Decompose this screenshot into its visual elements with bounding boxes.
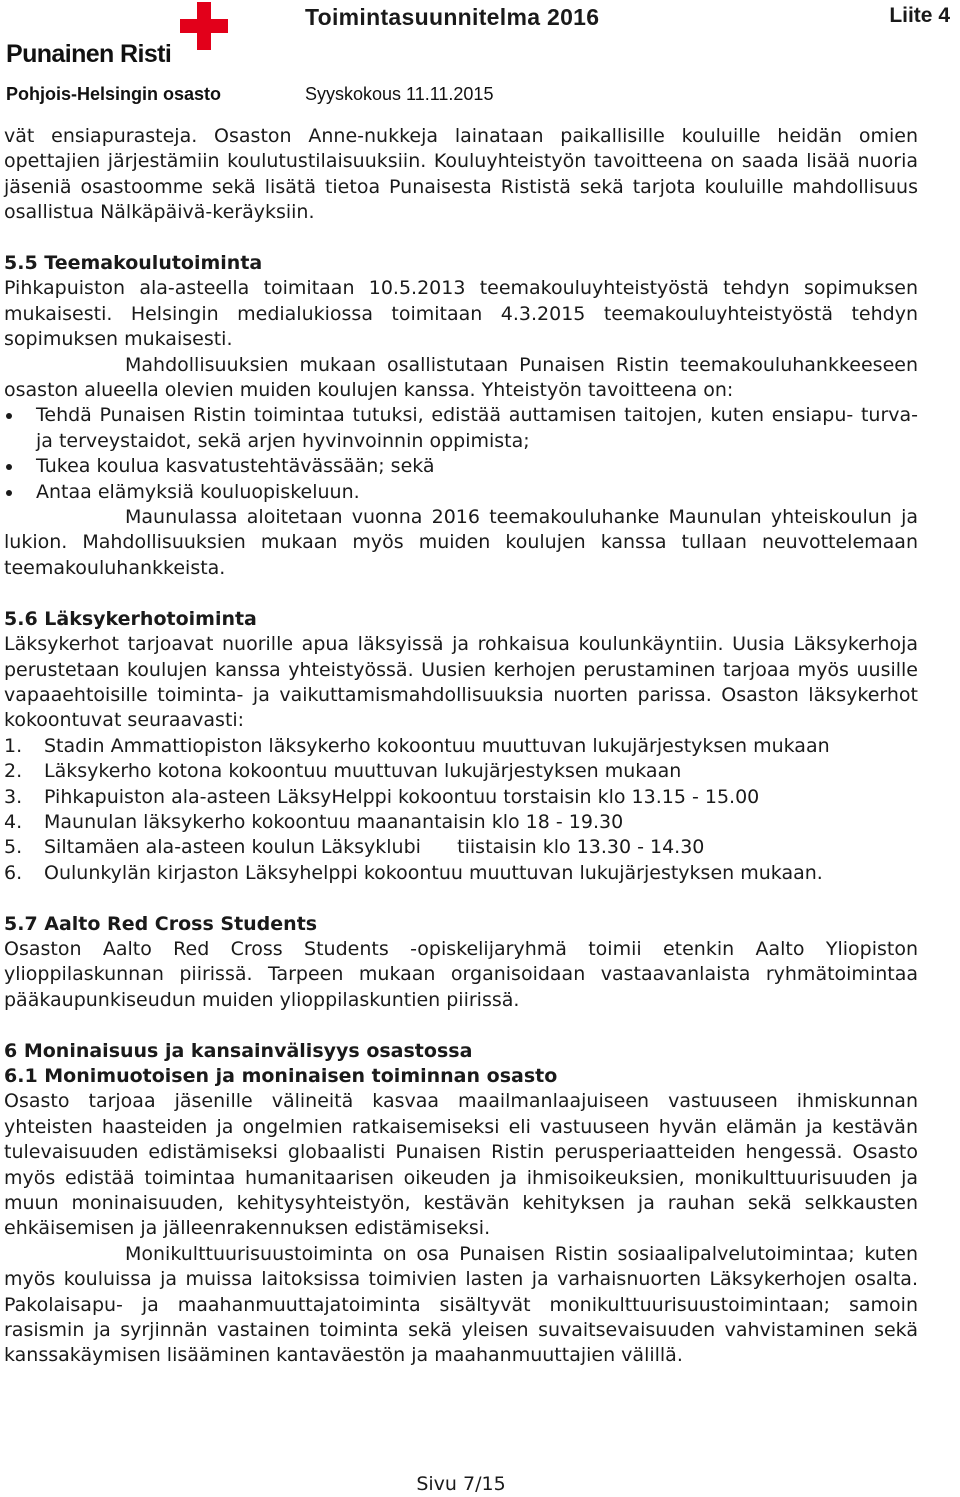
- list-item: [4, 810, 918, 835]
- paragraph: Läksykerhot tarjoavat nuorille apua läksyissä ja rohkaisua koulunkäyntiin. Uusia Läksykerhoja perustetaan koulujen kanssa yhteistyössä. Uusien kerhojen perustaminen tarjoaa myös uusille vapaaehtoisille toiminta- ja vaikuttamismahdollisuuksia nuorten parissa. Osaston läksykerhot kokoontuvat seuraavasti:: [4, 633, 918, 732]
- list-text: Pihkapuiston ala-asteen LäksyHelppi kokoontuu torstaisin klo 13.15 - 15.00: [44, 785, 760, 808]
- list-text: Oulunkylän kirjaston Läksyhelppi kokoontuu muuttuvan lukujärjestyksen mukaan.: [44, 861, 823, 884]
- section-heading-5-5: 5.5 Teemakoulutoiminta: [4, 252, 263, 275]
- list-text: Stadin Ammattiopiston läksykerho kokoontuu muuttuvan lukujärjestyksen mukaan: [44, 734, 830, 757]
- list-text: Siltamäen ala-asteen koulun Läksyklubi tiistaisin klo 13.30 - 14.30: [44, 836, 705, 859]
- list-number: 1.: [4, 734, 23, 757]
- list-number: 6.: [4, 861, 23, 884]
- list-item: Antaa elämyksiä kouluopiskeluun.: [4, 480, 918, 505]
- paragraph: Monikulttuurisuustoiminta on osa Punaisen Ristin sosiaalipalvelutoimintaa; kuten myös kouluissa ja muissa laitoksissa toimivien lasten ja varhaisnuorten Läksykerhojen osalta. Pakolaisapu- ja maahanmuuttajatoiminta sisältyvät monikulttuurisuustoimintaan; samoin rasismin ja syrjinnän vastainen toiminta sekä yleisen suvaitsevaisuuden vahvistaminen sekä kanssakäymisen lisääminen kantaväestön ja maahanmuuttajien välillä.: [4, 1242, 918, 1367]
- page-number: Sivu 7/15: [416, 1473, 506, 1495]
- list-item: Tehdä Punaisen Ristin toimintaa tutuksi, edistää auttamisen taitojen, kuten ensiapu- turva- ja terveystaidot, sekä arjen hyvinvoinnin oppimista;: [4, 403, 918, 454]
- section-heading-6: 6 Moninaisuus ja kansainvälisyys osastossa: [4, 1039, 473, 1062]
- organization-name: Punainen Risti: [6, 40, 172, 68]
- bullet-list: [4, 403, 918, 505]
- meeting-date: Syyskokous 11.11.2015: [305, 84, 494, 104]
- list-text: Läksykerho kotona kokoontuu muuttuvan lukujärjestyksen mukaan: [44, 760, 682, 783]
- paragraph: Mahdollisuuksien mukaan osallistutaan Punaisen Ristin teemakouluhankkeeseen osaston alueella olevien muiden koulujen kanssa. Yhteistyön tavoitteena on:: [4, 353, 918, 402]
- list-item: [4, 734, 918, 759]
- paragraph: Osaston Aalto Red Cross Students -opiskelijaryhmä toimii etenkin Aalto Yliopiston ylioppilaskunnan piirissä. Tarpeen mukaan organisoidaan vastaavanlaista ryhmätoimintaa pääkaupunkiseudun muiden ylioppilaskuntien piirissä.: [4, 937, 918, 1011]
- list-item: Tukea koulua kasvatustehtävässään; sekä: [4, 454, 918, 479]
- document-title: Toimintasuunnitelma 2016: [305, 4, 600, 30]
- list-number: 5.: [4, 836, 23, 859]
- list-item: [4, 785, 918, 810]
- intro-paragraph: vät ensiapurasteja. Osaston Anne-nukkeja lainataan paikallisille kouluille heidän omien opettajien järjestämiin koulutustilaisuuksiin. Kouluyhteistyön tavoitteena on saada lisää nuoria jäseniä osastoomme sekä lisätä tietoa Punaisesta Rististä sekä tarjota kouluille mahdollisuus osallistua Nälkäpäivä-keräyksiin.: [4, 125, 918, 224]
- list-number: 3.: [4, 785, 23, 808]
- document-body: [4, 124, 918, 1369]
- section-heading-6-1: 6.1 Monimuotoisen ja moninaisen toiminnan osasto: [4, 1064, 558, 1087]
- list-item: [4, 759, 918, 784]
- numbered-list: [4, 734, 918, 886]
- appendix-label: Liite 4: [889, 4, 950, 27]
- branch-name: Pohjois-Helsingin osasto: [6, 84, 222, 104]
- paragraph: Maunulassa aloitetaan vuonna 2016 teemakouluhanke Maunulan yhteiskoulun ja lukion. Mahdollisuuksien mukaan myös muiden koulujen kanssa tullaan neuvottelemaan teemakouluhankkeista.: [4, 506, 918, 579]
- section-heading-5-6: 5.6 Läksykerhotoiminta: [4, 607, 257, 630]
- paragraph: Osasto tarjoaa jäsenille välineitä kasvaa maailmanlaajuiseen vastuuseen ihmiskunnan yhteisten haasteiden ja ongelmien ratkaisemiseksi eli vastuuseen hyvän elämän ja kestävän tulevaisuuden edistämiseksi globaalisti Punaisen Ristin perusperiaatteiden hengessä. Osasto myös edistää toimintaa humanitaarisen oikeuden ja ihmisoikeuksien, monikulttuurisuuden ja muun moninaisuuden, kehitysyhteistyön, kestävän kehityksen ja rauhan sekä selkkausten ehkäisemisen ja jälleenrakennuksen edistämiseksi.: [4, 1090, 918, 1240]
- list-item: [4, 835, 918, 860]
- list-number: 2.: [4, 760, 23, 783]
- list-number: 4.: [4, 810, 23, 833]
- list-text: Maunulan läksykerho kokoontuu maanantaisin klo 18 - 19.30: [44, 810, 624, 833]
- section-heading-5-7: 5.7 Aalto Red Cross Students: [4, 912, 318, 935]
- list-item: [4, 861, 918, 886]
- paragraph: Pihkapuiston ala-asteella toimitaan 10.5.2013 teemakouluyhteistyöstä tehdyn sopimuksen mukaisesti. Helsingin medialukiossa toimitaan 4.3.2015 teemakouluyhteistyöstä tehdyn sopimuksen mukaisesti.: [4, 277, 918, 351]
- red-cross-logo-icon: [180, 2, 228, 50]
